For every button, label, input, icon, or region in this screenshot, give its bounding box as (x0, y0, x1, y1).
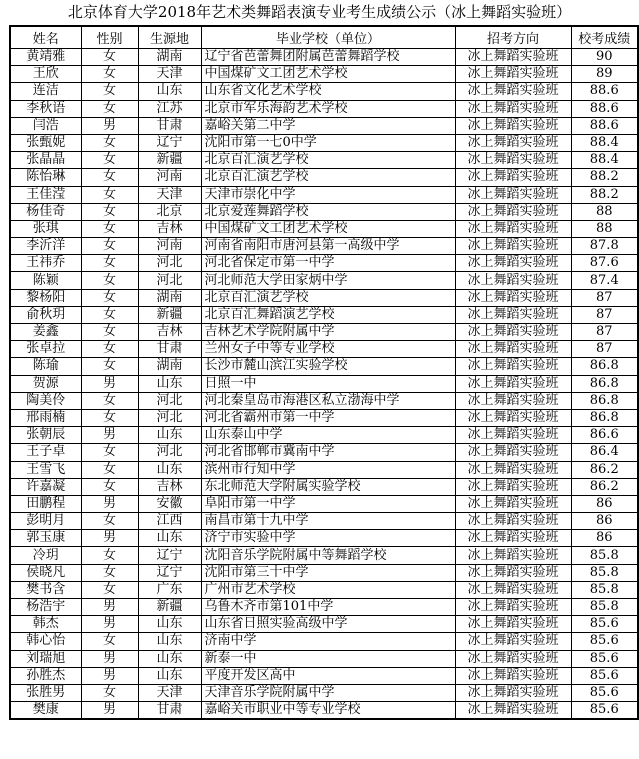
cell-direction: 冰上舞蹈实验班 (455, 684, 571, 701)
table-row (10, 134, 638, 151)
cell-name: 樊康 (10, 702, 81, 720)
table-row (10, 564, 638, 581)
table-row (10, 272, 638, 289)
cell-direction: 冰上舞蹈实验班 (455, 100, 571, 117)
cell-origin: 山东 (138, 616, 201, 633)
table-row (10, 49, 638, 66)
cell-name: 张琪 (10, 220, 81, 237)
table-row (10, 684, 638, 701)
cell-school: 山东省文化艺术学校 (201, 83, 455, 100)
cell-score: 87 (571, 289, 638, 306)
header-row (10, 26, 638, 49)
cell-school: 吉林艺术学院附属中学 (201, 324, 455, 341)
cell-school: 河北省邯郸市冀南中学 (201, 444, 455, 461)
cell-score: 88 (571, 203, 638, 220)
cell-name: 韩杰 (10, 616, 81, 633)
table-row (10, 358, 638, 375)
cell-name: 王祎乔 (10, 255, 81, 272)
table-row (10, 152, 638, 169)
header-origin: 生源地 (138, 26, 201, 49)
table-row (10, 392, 638, 409)
cell-origin: 湖南 (138, 358, 201, 375)
cell-origin: 新疆 (138, 599, 201, 616)
cell-gender: 女 (81, 684, 138, 701)
cell-gender: 女 (81, 513, 138, 530)
cell-direction: 冰上舞蹈实验班 (455, 238, 571, 255)
cell-gender: 女 (81, 289, 138, 306)
cell-gender: 女 (81, 66, 138, 83)
cell-gender: 女 (81, 392, 138, 409)
cell-direction: 冰上舞蹈实验班 (455, 203, 571, 220)
cell-origin: 北京 (138, 203, 201, 220)
cell-school: 北京百汇演艺学校 (201, 169, 455, 186)
cell-name: 张朝辰 (10, 427, 81, 444)
cell-gender: 男 (81, 599, 138, 616)
cell-gender: 女 (81, 581, 138, 598)
cell-origin: 山东 (138, 375, 201, 392)
cell-score: 85.8 (571, 564, 638, 581)
cell-name: 连洁 (10, 83, 81, 100)
cell-score: 87.4 (571, 272, 638, 289)
cell-gender: 男 (81, 117, 138, 134)
cell-direction: 冰上舞蹈实验班 (455, 633, 571, 650)
cell-direction: 冰上舞蹈实验班 (455, 547, 571, 564)
cell-name: 黎杨阳 (10, 289, 81, 306)
cell-gender: 女 (81, 220, 138, 237)
cell-direction: 冰上舞蹈实验班 (455, 341, 571, 358)
cell-origin: 新疆 (138, 306, 201, 323)
cell-gender: 男 (81, 702, 138, 720)
table-row (10, 530, 638, 547)
cell-origin: 山东 (138, 427, 201, 444)
cell-gender: 女 (81, 134, 138, 151)
cell-direction: 冰上舞蹈实验班 (455, 478, 571, 495)
cell-direction: 冰上舞蹈实验班 (455, 306, 571, 323)
cell-school: 北京百汇演艺学校 (201, 289, 455, 306)
cell-direction: 冰上舞蹈实验班 (455, 444, 571, 461)
cell-gender: 女 (81, 358, 138, 375)
cell-school: 天津市崇化中学 (201, 186, 455, 203)
cell-score: 86.8 (571, 375, 638, 392)
cell-school: 山东泰山中学 (201, 427, 455, 444)
cell-name: 闫浩 (10, 117, 81, 134)
cell-gender: 女 (81, 564, 138, 581)
cell-school: 长沙市麓山滨江实验学校 (201, 358, 455, 375)
cell-name: 彭明月 (10, 513, 81, 530)
cell-direction: 冰上舞蹈实验班 (455, 461, 571, 478)
table-row (10, 478, 638, 495)
cell-direction: 冰上舞蹈实验班 (455, 324, 571, 341)
table-row (10, 702, 638, 720)
cell-gender: 女 (81, 49, 138, 66)
cell-origin: 甘肃 (138, 341, 201, 358)
cell-name: 李秋语 (10, 100, 81, 117)
cell-school: 北京百汇演艺学校 (201, 152, 455, 169)
cell-origin: 天津 (138, 66, 201, 83)
cell-score: 86.6 (571, 427, 638, 444)
cell-school: 阜阳市第一中学 (201, 495, 455, 512)
cell-gender: 女 (81, 633, 138, 650)
cell-origin: 天津 (138, 684, 201, 701)
cell-direction: 冰上舞蹈实验班 (455, 392, 571, 409)
cell-gender: 女 (81, 238, 138, 255)
cell-origin: 湖南 (138, 49, 201, 66)
cell-school: 中国煤矿文工团艺术学校 (201, 66, 455, 83)
cell-score: 86.8 (571, 392, 638, 409)
cell-school: 兰州女子中等专业学校 (201, 341, 455, 358)
cell-name: 孙胜杰 (10, 667, 81, 684)
cell-name: 张晶晶 (10, 152, 81, 169)
table-row (10, 667, 638, 684)
cell-school: 东北师范大学附属实验学校 (201, 478, 455, 495)
cell-school: 广州市艺术学校 (201, 581, 455, 598)
cell-origin: 江西 (138, 513, 201, 530)
cell-direction: 冰上舞蹈实验班 (455, 581, 571, 598)
table-row (10, 100, 638, 117)
cell-gender: 女 (81, 186, 138, 203)
cell-name: 张胜男 (10, 684, 81, 701)
cell-school: 日照一中 (201, 375, 455, 392)
cell-direction: 冰上舞蹈实验班 (455, 186, 571, 203)
cell-gender: 男 (81, 530, 138, 547)
cell-origin: 天津 (138, 186, 201, 203)
cell-score: 88.2 (571, 169, 638, 186)
cell-score: 87 (571, 324, 638, 341)
cell-score: 86.2 (571, 461, 638, 478)
table-row (10, 581, 638, 598)
cell-origin: 河北 (138, 444, 201, 461)
cell-direction: 冰上舞蹈实验班 (455, 66, 571, 83)
cell-gender: 女 (81, 324, 138, 341)
cell-school: 济宁市实验中学 (201, 530, 455, 547)
cell-origin: 辽宁 (138, 564, 201, 581)
cell-gender: 男 (81, 495, 138, 512)
cell-score: 85.8 (571, 581, 638, 598)
header-gender: 性别 (81, 26, 138, 49)
cell-gender: 女 (81, 203, 138, 220)
cell-score: 85.6 (571, 684, 638, 701)
cell-gender: 男 (81, 650, 138, 667)
header-name: 姓名 (10, 26, 81, 49)
table-row (10, 203, 638, 220)
cell-school: 平度开发区高中 (201, 667, 455, 684)
cell-gender: 男 (81, 667, 138, 684)
cell-school: 山东省日照实验高级中学 (201, 616, 455, 633)
cell-score: 85.6 (571, 616, 638, 633)
table-row (10, 409, 638, 426)
table-row (10, 306, 638, 323)
cell-origin: 辽宁 (138, 134, 201, 151)
cell-score: 88 (571, 220, 638, 237)
table-row (10, 83, 638, 100)
cell-name: 杨佳奇 (10, 203, 81, 220)
table-row (10, 289, 638, 306)
cell-origin: 安徽 (138, 495, 201, 512)
cell-direction: 冰上舞蹈实验班 (455, 427, 571, 444)
cell-direction: 冰上舞蹈实验班 (455, 289, 571, 306)
cell-name: 贺源 (10, 375, 81, 392)
table-row (10, 427, 638, 444)
cell-school: 河北省霸州市第一中学 (201, 409, 455, 426)
cell-origin: 吉林 (138, 324, 201, 341)
cell-origin: 山东 (138, 650, 201, 667)
cell-score: 87.8 (571, 238, 638, 255)
table-row (10, 633, 638, 650)
cell-origin: 江苏 (138, 100, 201, 117)
table-row (10, 66, 638, 83)
cell-name: 陶美伶 (10, 392, 81, 409)
cell-gender: 女 (81, 409, 138, 426)
cell-gender: 女 (81, 255, 138, 272)
cell-school: 河北秦皇岛市海港区私立渤海中学 (201, 392, 455, 409)
cell-score: 86 (571, 495, 638, 512)
table-row (10, 599, 638, 616)
cell-gender: 男 (81, 616, 138, 633)
cell-score: 86.8 (571, 358, 638, 375)
cell-direction: 冰上舞蹈实验班 (455, 616, 571, 633)
header-score: 校考成绩 (571, 26, 638, 49)
cell-school: 嘉峪关市职业中等专业学校 (201, 702, 455, 720)
cell-score: 86.2 (571, 478, 638, 495)
cell-direction: 冰上舞蹈实验班 (455, 358, 571, 375)
cell-school: 河北省保定市第一中学 (201, 255, 455, 272)
cell-name: 邢雨楠 (10, 409, 81, 426)
cell-origin: 吉林 (138, 220, 201, 237)
cell-gender: 女 (81, 100, 138, 117)
cell-direction: 冰上舞蹈实验班 (455, 409, 571, 426)
cell-origin: 山东 (138, 667, 201, 684)
cell-origin: 湖南 (138, 289, 201, 306)
table-row (10, 650, 638, 667)
cell-direction: 冰上舞蹈实验班 (455, 530, 571, 547)
cell-gender: 女 (81, 306, 138, 323)
cell-name: 陈瑜 (10, 358, 81, 375)
cell-name: 张卓拉 (10, 341, 81, 358)
cell-school: 河南省南阳市唐河县第一高级中学 (201, 238, 455, 255)
cell-name: 许嘉凝 (10, 478, 81, 495)
cell-score: 86 (571, 530, 638, 547)
cell-origin: 河北 (138, 272, 201, 289)
cell-gender: 女 (81, 478, 138, 495)
cell-school: 沈阳音乐学院附属中等舞蹈学校 (201, 547, 455, 564)
table-row (10, 238, 638, 255)
header-school: 毕业学校（单位） (201, 26, 455, 49)
cell-origin: 吉林 (138, 478, 201, 495)
header-direction: 招考方向 (455, 26, 571, 49)
cell-origin: 广东 (138, 581, 201, 598)
table-row (10, 547, 638, 564)
cell-origin: 河南 (138, 169, 201, 186)
table-row (10, 444, 638, 461)
cell-origin: 新疆 (138, 152, 201, 169)
cell-school: 新泰一中 (201, 650, 455, 667)
cell-score: 85.6 (571, 633, 638, 650)
results-table (9, 25, 639, 720)
cell-origin: 甘肃 (138, 117, 201, 134)
cell-score: 88.4 (571, 152, 638, 169)
cell-score: 85.6 (571, 702, 638, 720)
cell-name: 张甄妮 (10, 134, 81, 151)
cell-school: 济南中学 (201, 633, 455, 650)
cell-school: 南昌市第十九中学 (201, 513, 455, 530)
cell-school: 中国煤矿文工团艺术学校 (201, 220, 455, 237)
cell-score: 88.6 (571, 100, 638, 117)
cell-origin: 山东 (138, 633, 201, 650)
cell-school: 辽宁省芭蕾舞团附属芭蕾舞蹈学校 (201, 49, 455, 66)
cell-school: 北京爱莲舞蹈学校 (201, 203, 455, 220)
cell-name: 黄靖雅 (10, 49, 81, 66)
cell-direction: 冰上舞蹈实验班 (455, 255, 571, 272)
cell-score: 88.6 (571, 117, 638, 134)
cell-direction: 冰上舞蹈实验班 (455, 272, 571, 289)
cell-direction: 冰上舞蹈实验班 (455, 599, 571, 616)
cell-name: 冷玥 (10, 547, 81, 564)
cell-origin: 河北 (138, 255, 201, 272)
cell-direction: 冰上舞蹈实验班 (455, 650, 571, 667)
cell-score: 86.8 (571, 409, 638, 426)
cell-origin: 山东 (138, 461, 201, 478)
cell-name: 韩心怡 (10, 633, 81, 650)
cell-school: 嘉峪关第二中学 (201, 117, 455, 134)
cell-school: 北京百汇舞蹈演艺学校 (201, 306, 455, 323)
cell-school: 北京市军乐海韵艺术学校 (201, 100, 455, 117)
cell-school: 滨州市行知中学 (201, 461, 455, 478)
cell-direction: 冰上舞蹈实验班 (455, 220, 571, 237)
cell-gender: 女 (81, 272, 138, 289)
cell-gender: 男 (81, 375, 138, 392)
cell-name: 陈怡琳 (10, 169, 81, 186)
cell-name: 侯晓凡 (10, 564, 81, 581)
cell-name: 王雪飞 (10, 461, 81, 478)
table-row (10, 169, 638, 186)
cell-school: 沈阳市第三十中学 (201, 564, 455, 581)
cell-score: 86.4 (571, 444, 638, 461)
cell-direction: 冰上舞蹈实验班 (455, 134, 571, 151)
cell-direction: 冰上舞蹈实验班 (455, 495, 571, 512)
cell-name: 田鹏程 (10, 495, 81, 512)
cell-name: 陈颖 (10, 272, 81, 289)
cell-school: 沈阳市第一七0中学 (201, 134, 455, 151)
cell-gender: 女 (81, 461, 138, 478)
table-row (10, 616, 638, 633)
cell-score: 87.6 (571, 255, 638, 272)
cell-gender: 男 (81, 427, 138, 444)
cell-school: 河北师范大学田家炳中学 (201, 272, 455, 289)
table-row (10, 220, 638, 237)
cell-school: 天津音乐学院附属中学 (201, 684, 455, 701)
cell-direction: 冰上舞蹈实验班 (455, 513, 571, 530)
cell-origin: 河北 (138, 409, 201, 426)
table-row (10, 495, 638, 512)
cell-score: 85.6 (571, 650, 638, 667)
cell-name: 樊书含 (10, 581, 81, 598)
cell-direction: 冰上舞蹈实验班 (455, 49, 571, 66)
cell-name: 姜鑫 (10, 324, 81, 341)
cell-gender: 女 (81, 547, 138, 564)
cell-score: 86 (571, 513, 638, 530)
cell-name: 王佳滢 (10, 186, 81, 203)
table-row (10, 513, 638, 530)
table-row (10, 324, 638, 341)
cell-score: 88.2 (571, 186, 638, 203)
cell-origin: 山东 (138, 530, 201, 547)
cell-score: 85.8 (571, 599, 638, 616)
cell-score: 85.8 (571, 547, 638, 564)
cell-gender: 女 (81, 152, 138, 169)
cell-origin: 河北 (138, 392, 201, 409)
cell-score: 90 (571, 49, 638, 66)
table-row (10, 186, 638, 203)
cell-name: 刘瑞旭 (10, 650, 81, 667)
cell-direction: 冰上舞蹈实验班 (455, 169, 571, 186)
cell-gender: 女 (81, 83, 138, 100)
cell-score: 87 (571, 341, 638, 358)
cell-direction: 冰上舞蹈实验班 (455, 152, 571, 169)
cell-score: 89 (571, 66, 638, 83)
table-row (10, 341, 638, 358)
page-title: 北京体育大学2018年艺术类舞蹈表演专业考生成绩公示（冰上舞蹈实验班） (67, 3, 572, 21)
cell-direction: 冰上舞蹈实验班 (455, 667, 571, 684)
table-row (10, 255, 638, 272)
table-row (10, 375, 638, 392)
cell-origin: 辽宁 (138, 547, 201, 564)
cell-score: 88.4 (571, 134, 638, 151)
cell-direction: 冰上舞蹈实验班 (455, 83, 571, 100)
cell-direction: 冰上舞蹈实验班 (455, 702, 571, 720)
cell-direction: 冰上舞蹈实验班 (455, 117, 571, 134)
cell-direction: 冰上舞蹈实验班 (455, 375, 571, 392)
cell-gender: 女 (81, 444, 138, 461)
cell-name: 李沂洋 (10, 238, 81, 255)
cell-score: 88.6 (571, 83, 638, 100)
cell-origin: 河南 (138, 238, 201, 255)
cell-name: 杨浩宇 (10, 599, 81, 616)
table-row (10, 117, 638, 134)
cell-score: 85.6 (571, 667, 638, 684)
cell-score: 87 (571, 306, 638, 323)
cell-name: 王子卓 (10, 444, 81, 461)
table-row (10, 461, 638, 478)
cell-gender: 女 (81, 169, 138, 186)
cell-direction: 冰上舞蹈实验班 (455, 564, 571, 581)
cell-name: 王欣 (10, 66, 81, 83)
cell-origin: 山东 (138, 83, 201, 100)
cell-gender: 女 (81, 341, 138, 358)
cell-name: 郭玉康 (10, 530, 81, 547)
cell-origin: 甘肃 (138, 702, 201, 720)
cell-name: 俞秋玥 (10, 306, 81, 323)
cell-school: 乌鲁木齐市第101中学 (201, 599, 455, 616)
